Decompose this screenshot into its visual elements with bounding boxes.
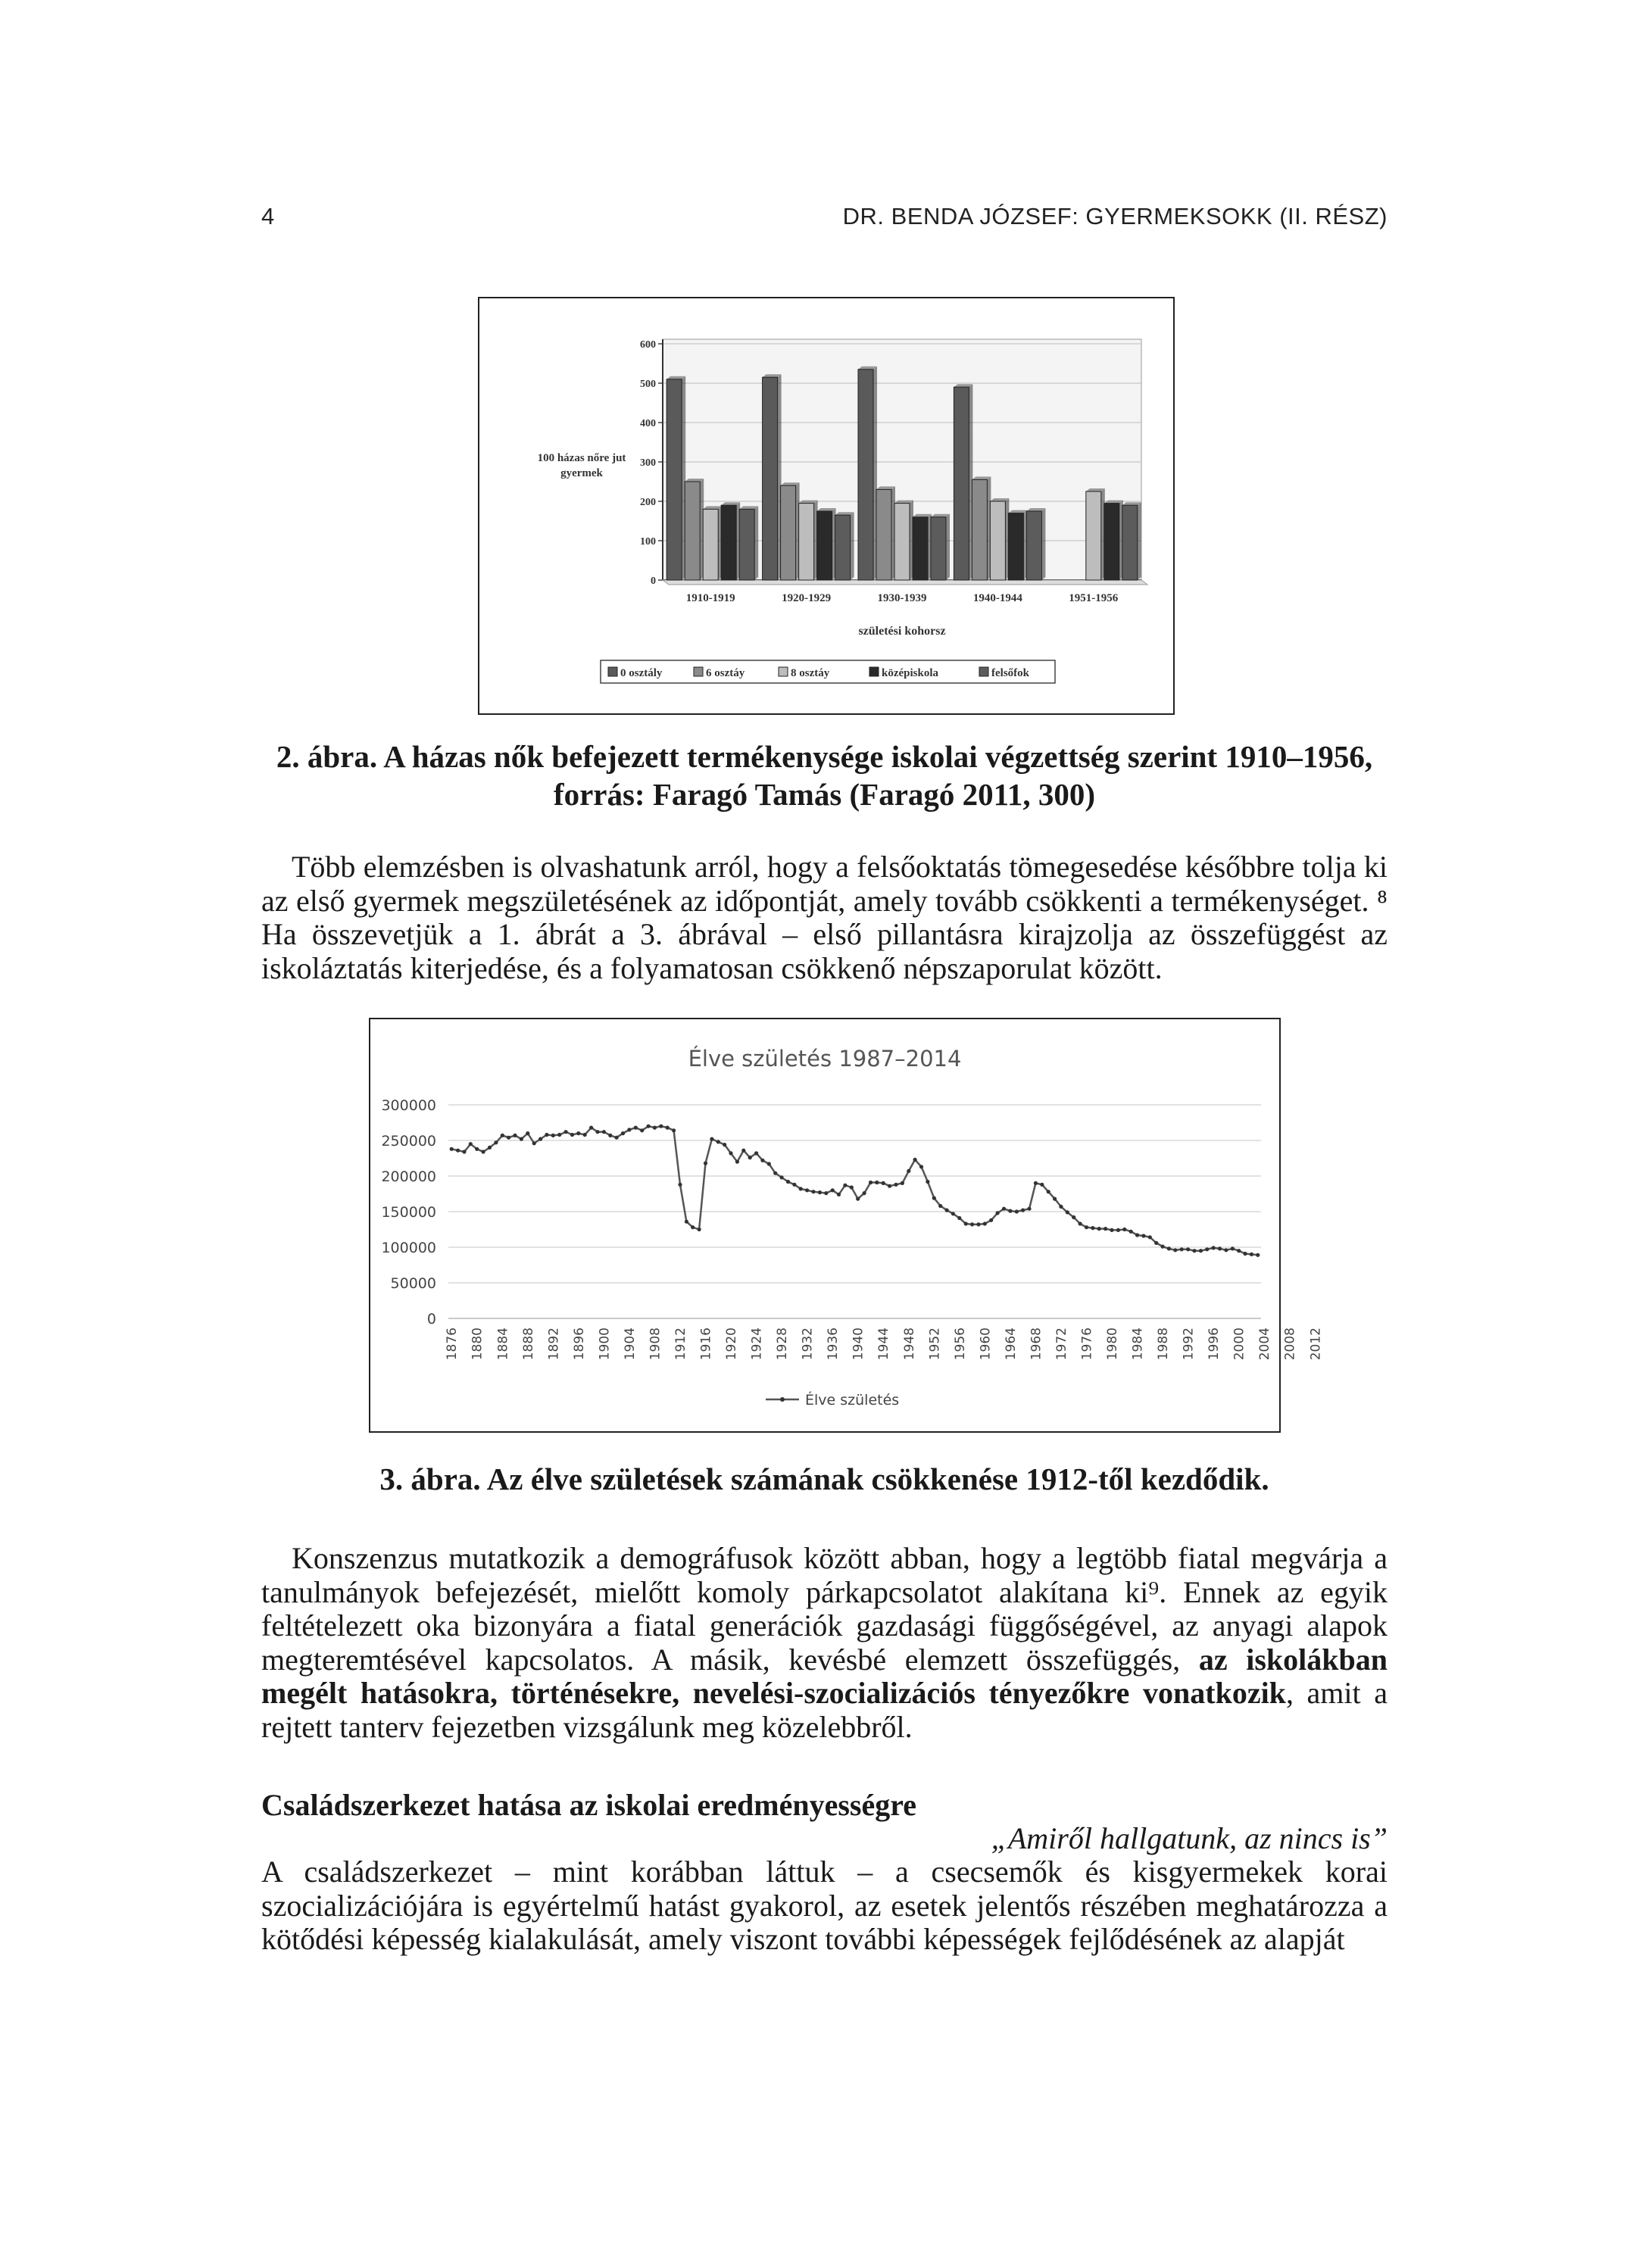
legend-label: középiskola	[882, 667, 939, 679]
data-point	[741, 1149, 745, 1153]
x-tick-label: 1992	[1181, 1327, 1197, 1361]
data-point	[818, 1190, 822, 1194]
bar	[990, 501, 1005, 580]
data-point	[691, 1225, 695, 1229]
legend-swatch	[979, 667, 988, 676]
legend-label: 8 osztáy	[791, 667, 830, 679]
data-point	[792, 1183, 796, 1187]
data-point	[729, 1151, 732, 1155]
data-point	[1141, 1234, 1145, 1237]
data-point	[1173, 1248, 1177, 1252]
data-point	[894, 1183, 897, 1187]
x-tick-label: 1984	[1130, 1327, 1146, 1361]
y-tick-label: 200	[640, 497, 656, 508]
figure-2-bar-chart	[478, 297, 1175, 715]
legend-label: Élve születés	[805, 1392, 900, 1409]
data-point	[1199, 1249, 1203, 1253]
data-point	[685, 1220, 688, 1224]
data-point	[640, 1128, 644, 1132]
data-point	[767, 1162, 771, 1165]
data-point	[704, 1162, 707, 1165]
x-tick-label: 1908	[648, 1327, 663, 1361]
data-point	[748, 1156, 752, 1159]
data-point	[1161, 1245, 1165, 1249]
data-point	[856, 1197, 860, 1201]
data-point	[494, 1140, 498, 1144]
data-point	[450, 1147, 454, 1151]
x-tick-label: 1920-1929	[782, 592, 832, 604]
data-point	[805, 1188, 809, 1192]
x-tick-label: 1940	[851, 1327, 866, 1361]
data-point	[945, 1209, 949, 1212]
x-tick-label: 1876	[445, 1327, 460, 1361]
bar	[1086, 491, 1101, 580]
y-tick-label: 600	[640, 339, 656, 351]
x-tick-label: 1928	[775, 1327, 791, 1361]
data-point	[1212, 1246, 1216, 1249]
bar	[931, 517, 946, 580]
data-point	[869, 1181, 873, 1184]
data-point	[907, 1169, 910, 1173]
figure-2-caption-line1: 2. ábra. A házas nők befejezett termékenysége iskolai végzettség szerint 1910–1956,	[276, 739, 1373, 774]
plot-floor	[663, 580, 1147, 585]
legend-swatch	[694, 667, 703, 676]
data-point	[1015, 1209, 1019, 1213]
x-tick-label: 2000	[1232, 1327, 1247, 1361]
data-point	[615, 1136, 619, 1140]
x-tick-label: 1916	[698, 1327, 714, 1361]
data-point	[843, 1184, 847, 1187]
y-tick-label: 100	[640, 536, 656, 548]
bar-side	[1041, 508, 1045, 580]
data-point	[456, 1149, 460, 1153]
data-point	[1066, 1210, 1069, 1214]
x-tick-label: 1892	[546, 1327, 562, 1361]
data-point	[564, 1130, 568, 1134]
data-point	[1224, 1248, 1228, 1252]
x-tick-label: 1884	[495, 1327, 511, 1361]
y-tick-label: 0	[426, 1311, 436, 1327]
data-point	[507, 1136, 510, 1140]
data-point	[1218, 1246, 1222, 1250]
bar	[703, 509, 718, 580]
data-point	[469, 1142, 473, 1146]
data-point	[608, 1134, 612, 1137]
data-point	[951, 1212, 955, 1215]
data-point	[824, 1191, 828, 1195]
bar	[954, 387, 969, 580]
legend-label: felsőfok	[991, 667, 1029, 679]
data-point	[627, 1128, 631, 1131]
data-point	[786, 1180, 790, 1184]
data-point	[938, 1204, 942, 1208]
data-point	[799, 1187, 803, 1190]
data-point	[1167, 1246, 1171, 1250]
data-point	[602, 1130, 606, 1134]
x-tick-label: 1932	[800, 1327, 816, 1361]
data-point	[976, 1222, 980, 1226]
data-point	[1154, 1241, 1158, 1245]
bar	[685, 482, 700, 580]
data-point	[723, 1143, 726, 1146]
data-point	[1129, 1230, 1133, 1234]
y-tick-label: 200000	[381, 1168, 436, 1185]
data-point	[1059, 1205, 1063, 1209]
figure-3-line-chart	[369, 1018, 1324, 1433]
data-point	[932, 1196, 936, 1200]
data-point	[754, 1151, 758, 1155]
data-point	[647, 1125, 651, 1128]
data-point	[863, 1191, 866, 1195]
data-point	[513, 1134, 517, 1137]
data-point	[919, 1165, 923, 1168]
data-point	[1148, 1235, 1152, 1239]
y-tick-label: 0	[651, 576, 656, 587]
x-tick-label: 1920	[724, 1327, 740, 1361]
data-point	[538, 1137, 542, 1141]
x-tick-label: 1980	[1105, 1327, 1121, 1361]
x-tick-label: 1930-1939	[877, 592, 927, 604]
bar	[721, 505, 736, 580]
x-tick-label: 1976	[1079, 1327, 1095, 1361]
figure-2-caption-line2: forrás: Faragó Tamás (Faragó 2011, 300)	[553, 777, 1096, 812]
x-tick-label: 1912	[673, 1327, 688, 1361]
bar	[858, 370, 873, 580]
section-title: Családszerkezet hatása az iskolai eredményességre	[261, 1788, 917, 1822]
bar-side	[851, 512, 854, 580]
data-point	[1110, 1228, 1113, 1232]
x-tick-label: 1924	[749, 1327, 765, 1361]
x-tick-label: 2008	[1282, 1327, 1298, 1361]
x-tick-label: 1940-1944	[972, 592, 1022, 604]
legend-label: 6 osztáy	[706, 667, 745, 679]
data-point	[1085, 1225, 1088, 1229]
x-tick-label: 1936	[826, 1327, 841, 1361]
page-number: 4	[261, 203, 275, 229]
data-point	[882, 1181, 885, 1185]
data-point	[672, 1128, 676, 1132]
data-point	[811, 1190, 815, 1193]
line-chart-svg	[370, 1019, 1324, 1431]
x-tick-label: 1972	[1054, 1327, 1069, 1361]
data-point	[462, 1150, 466, 1153]
y-tick-label: 300	[640, 457, 656, 469]
legend-swatch	[779, 667, 788, 676]
data-point	[1008, 1209, 1012, 1213]
y-axis-label-line1: 100 házas nőre jut	[537, 452, 626, 464]
x-tick-label: 1996	[1207, 1327, 1222, 1361]
bar	[972, 479, 987, 580]
x-tick-label: 1964	[1003, 1327, 1019, 1361]
x-tick-label: 1960	[978, 1327, 994, 1361]
data-point	[589, 1126, 593, 1130]
data-point	[1135, 1233, 1139, 1237]
y-tick-label: 250000	[381, 1133, 436, 1150]
data-point	[780, 1175, 784, 1179]
data-point	[1040, 1183, 1044, 1187]
data-point	[653, 1126, 657, 1130]
bar	[817, 511, 832, 580]
data-point	[716, 1140, 720, 1143]
x-tick-label: 1888	[520, 1327, 536, 1361]
paragraph-2	[261, 1542, 1388, 1744]
y-axis-label-line2: gyermek	[560, 467, 603, 479]
legend-swatch	[608, 667, 617, 676]
x-tick-label: 1952	[927, 1327, 943, 1361]
section-motto: „Amiről hallgatunk, az nincs is”	[991, 1821, 1388, 1855]
x-tick-label: 2004	[1257, 1327, 1273, 1361]
bar-chart-svg	[479, 298, 1173, 713]
data-point	[570, 1133, 574, 1137]
data-point	[520, 1137, 523, 1141]
legend-label: 0 osztály	[620, 667, 663, 679]
data-point	[1122, 1228, 1126, 1231]
data-point	[1237, 1249, 1241, 1253]
bar	[1104, 504, 1119, 580]
data-point	[551, 1134, 555, 1137]
bar	[1122, 505, 1138, 580]
data-point	[964, 1221, 968, 1225]
bar	[799, 504, 814, 580]
paragraph-1	[261, 850, 1388, 985]
data-point	[1250, 1253, 1253, 1256]
bar	[1008, 513, 1023, 580]
data-point	[501, 1134, 504, 1137]
bar	[739, 509, 754, 580]
bar	[835, 515, 851, 580]
legend-marker	[780, 1397, 785, 1402]
data-point	[545, 1133, 548, 1137]
data-point	[1192, 1249, 1196, 1253]
y-tick-label: 300000	[381, 1097, 436, 1114]
x-tick-label: 1904	[622, 1327, 638, 1361]
data-point	[1116, 1228, 1120, 1232]
data-point	[557, 1133, 561, 1137]
y-tick-label: 150000	[381, 1204, 436, 1221]
data-point	[837, 1193, 841, 1196]
x-tick-label: 1896	[571, 1327, 587, 1361]
data-point	[735, 1160, 739, 1164]
data-point	[710, 1137, 713, 1141]
chart-title: Élve születés 1987–2014	[688, 1046, 962, 1072]
y-tick-label: 500	[640, 379, 656, 390]
data-point	[666, 1126, 670, 1130]
data-point	[1079, 1221, 1082, 1225]
data-point	[996, 1211, 1000, 1215]
data-point	[1002, 1207, 1006, 1211]
data-point	[850, 1185, 854, 1189]
data-point	[1021, 1209, 1025, 1212]
data-point	[983, 1221, 987, 1225]
data-point	[526, 1131, 529, 1135]
data-point	[875, 1181, 879, 1184]
x-tick-label: 1968	[1029, 1327, 1044, 1361]
running-title: DR. BENDA JÓZSEF: GYERMEKSOKK (II. RÉSZ)	[842, 203, 1388, 229]
data-point	[659, 1125, 663, 1128]
data-point	[957, 1216, 961, 1220]
bar-side	[946, 514, 950, 580]
data-point	[1072, 1215, 1075, 1219]
data-point	[482, 1150, 485, 1153]
paragraph-2-text	[261, 1542, 1388, 1744]
data-point	[576, 1131, 580, 1135]
data-point	[1027, 1207, 1031, 1211]
x-tick-label: 1948	[901, 1327, 917, 1361]
data-point	[970, 1222, 974, 1226]
legend-swatch	[869, 667, 879, 676]
data-point	[488, 1146, 492, 1150]
data-point	[1053, 1197, 1057, 1201]
data-point	[678, 1183, 682, 1187]
bar	[1026, 511, 1041, 580]
data-point	[1034, 1181, 1038, 1185]
data-point	[926, 1180, 929, 1184]
data-point	[583, 1133, 587, 1137]
data-point	[831, 1188, 835, 1192]
figure-2-caption	[261, 738, 1388, 813]
section-text: A családszerkezet – mint korábban láttuk – a csecsemők és kisgyermekek korai szocializációjára is egyértelmű hatást gyakorol, az esetek jelentős részében meghatározza a kötődési képesség kialakulását, amely viszont további képességek fejlődésének az alapját	[261, 1855, 1388, 1956]
paragraph-2-bold: az iskolákban megélt hatásokra, történésekre, nevelési-szocializációs tényezőkre vonatkozik	[261, 1642, 1388, 1710]
data-point	[760, 1159, 764, 1162]
x-tick-label: 1880	[470, 1327, 485, 1361]
x-tick-label: 1988	[1156, 1327, 1172, 1361]
y-tick-label: 100000	[381, 1240, 436, 1256]
data-point	[1104, 1227, 1107, 1231]
bar	[913, 517, 928, 580]
data-point	[1243, 1252, 1247, 1256]
x-tick-label: 1956	[952, 1327, 968, 1361]
y-tick-label: 50000	[390, 1275, 436, 1292]
bar	[763, 377, 778, 580]
bar	[876, 489, 891, 580]
data-point	[1047, 1190, 1050, 1193]
data-point	[1091, 1226, 1094, 1230]
bar	[781, 485, 796, 580]
data-point	[634, 1126, 638, 1130]
x-tick-label: 1951-1956	[1069, 592, 1119, 604]
data-point	[901, 1181, 904, 1185]
paragraph-2-text-b: , amit a rejtett tanterv fejezetben vizsgálunk meg közelebbről.	[261, 1676, 1388, 1744]
data-point	[621, 1131, 625, 1135]
x-tick-label: 1944	[876, 1327, 892, 1361]
data-point	[1180, 1247, 1184, 1251]
bar	[666, 379, 682, 580]
data-point	[1256, 1253, 1260, 1257]
data-point	[475, 1147, 479, 1151]
data-point	[1231, 1246, 1235, 1250]
paragraph-2-text-a: Konszenzus mutatkozik a demográfusok között abban, hogy a legtöbb fiatal megvárja a tanulmányok befejezését, mielőtt komoly párkapcsolatot alakítana ki⁹. Ennek az egyik feltételezett oka bizonyára a fiatal generációk gazdasági függőségével, az anyagi alapok megteremtésével kapcsolatos. A másik, kevésbé elemzett összefüggés,	[261, 1541, 1388, 1677]
bar-side	[754, 506, 758, 580]
data-point	[1205, 1247, 1209, 1251]
x-tick-label: 1910-1919	[685, 592, 735, 604]
section-family-structure	[261, 1789, 1388, 1957]
figure-3-caption: 3. ábra. Az élve születések számának csökkenése 1912-től kezdődik.	[379, 1462, 1269, 1496]
data-point	[773, 1171, 777, 1175]
bar	[894, 504, 910, 580]
data-point	[698, 1228, 701, 1231]
data-point	[1097, 1227, 1101, 1231]
data-point	[595, 1130, 599, 1134]
data-point	[989, 1218, 993, 1222]
x-axis-label: születési kohorsz	[858, 625, 946, 638]
x-tick-label: 1900	[597, 1327, 613, 1361]
paragraph-1-text: Több elemzésben is olvashatunk arról, hogy a felsőoktatás tömegesedése későbbre tolja ki az első gyermek megszületésének az időpontját, amely tovább csökkenti a termékenységet. ⁸ Ha összevetjük a 1. ábrát a 3. ábrával – első pillantásra kirajzolja az összefüggést az iskoláztatás kiterjedése, és a folyamatosan csökkenő népszaporulat között.	[261, 850, 1388, 985]
data-point	[913, 1158, 917, 1162]
data-point	[888, 1184, 891, 1188]
data-point	[1186, 1247, 1190, 1251]
x-tick-label: 2012	[1308, 1327, 1324, 1361]
y-tick-label: 400	[640, 418, 656, 429]
data-point	[532, 1141, 536, 1145]
bar-side	[1138, 502, 1141, 580]
